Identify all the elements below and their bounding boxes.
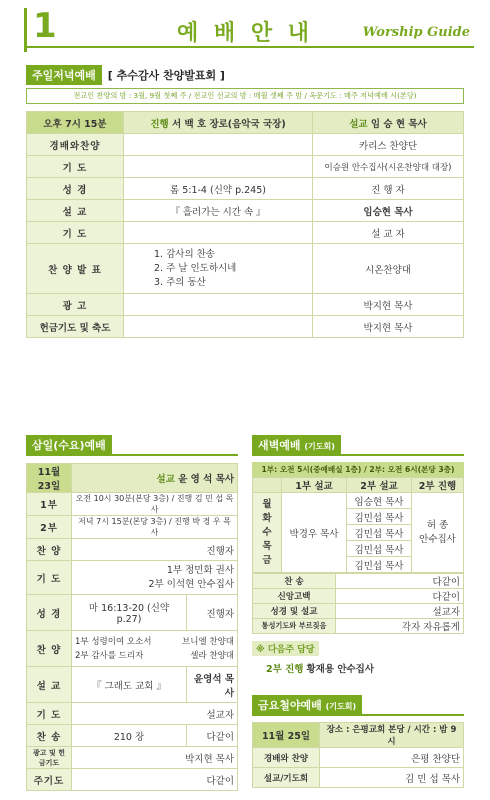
row-label: 기 도 <box>27 703 72 725</box>
part1-label: 1부 <box>27 493 72 516</box>
wednesday-date: 11월 23일 <box>27 464 72 493</box>
row-right: 시온찬양대 <box>313 244 464 294</box>
row-mid: 『 흘러가는 시간 속 』 <box>124 200 313 222</box>
page-number: 1 <box>33 6 57 46</box>
dawn-table <box>252 477 464 573</box>
dawn-title-text <box>252 435 341 455</box>
sermon-value: 윤 영 석 목사 <box>178 474 234 485</box>
sermon-label: 설교 <box>156 474 175 485</box>
row-label: 성 경 <box>27 595 72 631</box>
dawn-day: 금 <box>262 554 272 566</box>
row-right: 다같이 <box>187 725 238 747</box>
dawn-times: 1부: 오전 5시(중예배실 1층) / 2부: 오전 6시(본당 3층) <box>252 462 464 477</box>
sunday-notice: 전교인 찬양의 밤 : 3월, 9월 첫째 주 / 전교인 선교의 밤 : 매월 셋째 주 밤 / 옥문기도 : 매주 저녁예배 시(본당) <box>26 88 464 104</box>
part1-value: 오전 10시 30분(본당 3층) / 진행 김 민 섭 목사 <box>72 493 238 516</box>
dawn-extra <box>252 573 464 634</box>
row-mid: 210 장 <box>72 725 187 747</box>
dawn-col1: 1부 설교 <box>282 478 347 493</box>
row-right: 박지현 목사 <box>313 316 464 338</box>
row-mid: 『 그래도 교회 』 <box>72 667 187 703</box>
friday-date: 11월 25일 <box>253 723 320 748</box>
sunday-time: 오후 7시 15분 <box>27 112 124 134</box>
dawn-day: 월 <box>262 498 272 510</box>
prayer-list <box>72 561 238 595</box>
page-subtitle: Worship Guide <box>362 25 470 40</box>
dawn-p2-preacher: 김민섭 목사 <box>347 525 412 541</box>
row-mid: 마 16:13-20 (신약 p.27) <box>72 595 187 631</box>
sunday-title-row <box>26 66 464 84</box>
dawn-title-main: 새벽예배 <box>258 439 301 452</box>
choir-item: 1부 성령이여 오소서 <box>75 636 152 647</box>
row-label: 기 도 <box>27 561 72 595</box>
row-label: 경배와찬양 <box>27 134 124 156</box>
row-label: 성 경 <box>27 178 124 200</box>
dawn-next <box>252 637 464 675</box>
row-right: 진 행 자 <box>313 178 464 200</box>
prayer-item: 2부 이석현 안수집사 <box>148 578 234 590</box>
row-right: 진행자 <box>72 539 238 561</box>
row-value: 설교자 <box>336 604 464 619</box>
sunday-preacher <box>313 112 464 134</box>
sunday-heading: [ 추수감사 찬양발표회 ] <box>107 69 225 82</box>
wednesday-title-text: 삼일(수요)예배 <box>26 435 112 455</box>
row-label: 찬 송 <box>253 574 336 589</box>
row-mid <box>124 316 313 338</box>
page-title: 예 배 안 내 <box>177 21 313 46</box>
row-value: 다같이 <box>336 589 464 604</box>
dawn-p2-preacher: 김민섭 목사 <box>347 541 412 557</box>
dawn-p2-preacher: 김민섭 목사 <box>347 509 412 525</box>
row-label: 찬 양 <box>27 631 72 667</box>
sunday-section <box>26 66 464 338</box>
dawn-day: 수 <box>262 526 272 538</box>
header-rule <box>24 46 474 48</box>
row-mid <box>124 294 313 316</box>
row-right: 카리스 찬양단 <box>313 134 464 156</box>
sunday-tag: 주일저녁예배 <box>26 65 102 85</box>
row-mid <box>124 156 313 178</box>
wednesday-preacher <box>72 464 238 493</box>
row-label: 기 도 <box>27 156 124 178</box>
sermon-value: 임 승 현 목사 <box>370 118 427 130</box>
row-value: 각자 자유롭게 <box>336 619 464 634</box>
dawn-p1-preacher: 박경우 목사 <box>282 493 347 573</box>
row-label: 광 고 <box>27 294 124 316</box>
leader-title: 안수집사 <box>419 533 456 545</box>
dawn-col2: 2부 설교 <box>347 478 412 493</box>
friday-title-sub: (기도회) <box>325 702 357 711</box>
next-value: 황재용 안수집사 <box>306 664 375 675</box>
dawn-day: 화 <box>262 512 272 524</box>
row-label: 통성기도와 부르짖음 <box>253 619 336 634</box>
friday-title-text <box>252 695 362 715</box>
header <box>0 0 490 60</box>
part2-value: 저녁 7시 15분(본당 3층) / 진행 박 경 우 목사 <box>72 516 238 539</box>
praise-item: 3. 주의 동산 <box>154 276 206 288</box>
row-value: 김 민 섭 목사 <box>320 768 464 788</box>
dawn-title <box>252 434 464 456</box>
row-right: 설교자 <box>72 703 238 725</box>
choir-item: 2부 감사를 드리자 <box>75 650 144 661</box>
row-mid <box>124 134 313 156</box>
dawn-day: 목 <box>262 540 272 552</box>
row-label: 성경 및 설교 <box>253 604 336 619</box>
dawn-section <box>252 434 464 675</box>
row-right: 진행자 <box>187 595 238 631</box>
friday-section <box>252 694 464 788</box>
sermon-label: 설교 <box>349 118 368 130</box>
row-right: 박지현 목사 <box>313 294 464 316</box>
dawn-days <box>253 493 282 573</box>
wednesday-title <box>26 434 238 456</box>
row-label: 찬 송 <box>27 725 72 747</box>
next-label: ※ 다음주 담당 <box>252 641 319 656</box>
row-label: 설교/기도회 <box>253 768 320 788</box>
next-row <box>252 661 464 675</box>
choir-group: 브니엘 찬양대 <box>182 636 234 647</box>
row-value: 다같이 <box>336 574 464 589</box>
dawn-p2-leader <box>412 493 464 573</box>
friday-title <box>252 694 464 716</box>
praise-item: 1. 감사의 찬송 <box>154 248 215 260</box>
row-right: 박지현 목사 <box>72 747 238 769</box>
dawn-title-sub: (기도회) <box>304 442 335 451</box>
row-right: 윤영석 목사 <box>187 667 238 703</box>
row-label: 경배와 찬양 <box>253 748 320 768</box>
part2-label: 2부 <box>27 516 72 539</box>
praise-item: 2. 주 날 인도하시네 <box>154 262 237 274</box>
row-right: 임승현 목사 <box>313 200 464 222</box>
row-mid <box>124 222 313 244</box>
friday-table <box>252 722 464 788</box>
choir-list <box>72 631 238 667</box>
row-right: 설 교 자 <box>313 222 464 244</box>
row-label: 광고 및 헌금기도 <box>27 747 72 769</box>
wednesday-section <box>26 434 238 791</box>
choir-group: 셀라 찬양대 <box>190 650 234 661</box>
row-mid: 롬 5:1-4 (신약 p.245) <box>124 178 313 200</box>
dawn-p2-preacher: 김민섭 목사 <box>347 557 412 573</box>
lead-label: 진행 <box>150 118 169 130</box>
dawn-col3: 2부 진행 <box>412 478 464 493</box>
praise-list <box>124 244 313 294</box>
wednesday-table <box>26 463 238 791</box>
row-label: 설 교 <box>27 200 124 222</box>
friday-title-main: 금요철야예배 <box>258 699 322 712</box>
lead-value: 서 백 호 장로(음악국 국장) <box>171 118 286 130</box>
next-value-label: 2부 진행 <box>266 664 304 675</box>
friday-place: 장소 : 은평교회 본당 / 시간 : 밤 9시 <box>320 723 464 748</box>
row-right: 이승원 안수집사(시온찬양대 대장) <box>313 156 464 178</box>
row-label: 찬 양 발 표 <box>27 244 124 294</box>
leader-name: 허 종 <box>426 519 449 531</box>
row-label: 설 교 <box>27 667 72 703</box>
row-label: 찬 양 <box>27 539 72 561</box>
row-value: 은평 찬양단 <box>320 748 464 768</box>
row-label: 기 도 <box>27 222 124 244</box>
row-label: 주기도 <box>27 769 72 791</box>
sunday-table <box>26 111 464 338</box>
row-label: 헌금기도 및 축도 <box>27 316 124 338</box>
row-label: 신앙고백 <box>253 589 336 604</box>
row-right: 다같이 <box>72 769 238 791</box>
prayer-item: 1부 정민화 권사 <box>166 564 234 576</box>
sunday-lead <box>124 112 313 134</box>
dawn-p2-preacher: 임승현 목사 <box>347 493 412 509</box>
